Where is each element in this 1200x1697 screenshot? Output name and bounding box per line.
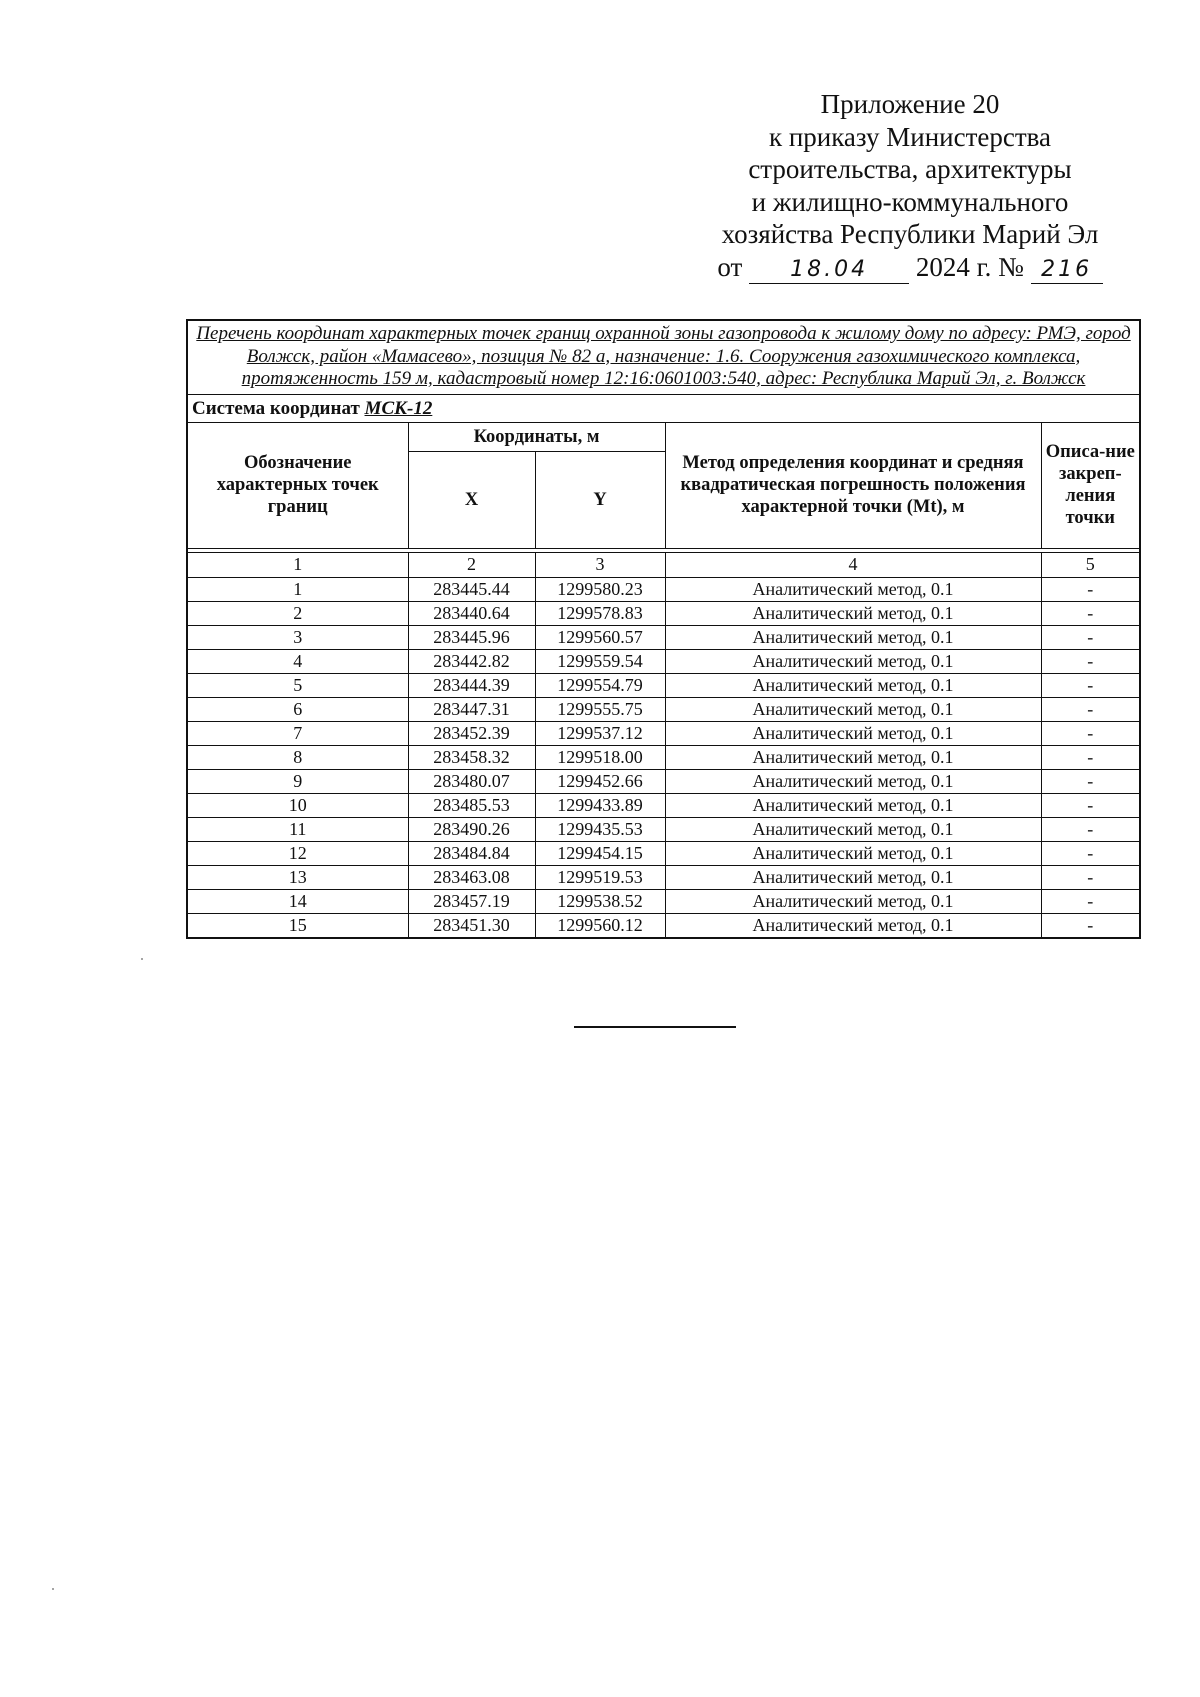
date-prefix: от: [717, 251, 743, 282]
cell-point: 10: [187, 793, 408, 817]
column-number: 2: [408, 552, 535, 577]
cell-method: Аналитический метод, 0.1: [665, 841, 1041, 865]
scan-speck: [52, 1588, 54, 1590]
cell-desc: -: [1041, 793, 1140, 817]
coordinate-system-value: МСК-12: [364, 397, 433, 419]
table-row: [187, 841, 1140, 865]
cell-desc: -: [1041, 913, 1140, 938]
cell-point: 4: [187, 649, 408, 673]
cell-y: 1299433.89: [535, 793, 665, 817]
cell-point: 5: [187, 673, 408, 697]
cell-point: 2: [187, 601, 408, 625]
cell-desc: -: [1041, 865, 1140, 889]
cell-y: 1299554.79: [535, 673, 665, 697]
cell-method: Аналитический метод, 0.1: [665, 577, 1041, 601]
header-line-2: к приказу Министерства: [768, 121, 1052, 152]
cell-y: 1299560.12: [535, 913, 665, 938]
table-row: [187, 817, 1140, 841]
column-number: 5: [1041, 552, 1140, 577]
cell-x: 283451.30: [408, 913, 535, 938]
cell-x: 283463.08: [408, 865, 535, 889]
cell-method: Аналитический метод, 0.1: [665, 625, 1041, 649]
coordinate-system-row: [187, 394, 1140, 422]
table-row: [187, 793, 1140, 817]
order-date-line: [690, 251, 1130, 284]
cell-point: 11: [187, 817, 408, 841]
cell-point: 14: [187, 889, 408, 913]
table-row: [187, 601, 1140, 625]
cell-y: 1299559.54: [535, 649, 665, 673]
cell-y: 1299538.52: [535, 889, 665, 913]
table-row: [187, 769, 1140, 793]
cell-desc: -: [1041, 673, 1140, 697]
cell-desc: -: [1041, 601, 1140, 625]
cell-x: 283480.07: [408, 769, 535, 793]
year-text: 2024 г. №: [915, 251, 1024, 282]
cell-x: 283484.84: [408, 841, 535, 865]
cell-x: 283485.53: [408, 793, 535, 817]
header-line-5: хозяйства Республики Марий Эл: [721, 219, 1099, 249]
scan-speck: [141, 958, 143, 960]
column-number-row: [187, 552, 1140, 577]
cell-method: Аналитический метод, 0.1: [665, 649, 1041, 673]
header-line-4: и жилищно-коммунального: [751, 186, 1069, 217]
cell-desc: -: [1041, 769, 1140, 793]
table-title: Перечень координат характерных точек границ охранной зоны газопровода к жилому дому по адресу: РМЭ, город Волжск, район «Мамасево», позиция № 82 а, назначение: 1.6. Сооружения газохимического комплекса, протяженность 159 м, кадастровый номер 12:16:0601003:540, адрес: Республика Марий Эл, г. Волжск: [187, 320, 1140, 394]
cell-desc: -: [1041, 721, 1140, 745]
header-x: X: [408, 451, 535, 548]
table-title-row: [187, 320, 1140, 394]
cell-y: 1299452.66: [535, 769, 665, 793]
cell-x: 283444.39: [408, 673, 535, 697]
coordinate-system-label: Система координат: [192, 397, 360, 419]
table-row: [187, 649, 1140, 673]
cell-point: 15: [187, 913, 408, 938]
cell-method: Аналитический метод, 0.1: [665, 769, 1041, 793]
coordinate-system: [187, 394, 1140, 422]
cell-method: Аналитический метод, 0.1: [665, 793, 1041, 817]
cell-desc: -: [1041, 817, 1140, 841]
end-of-document-rule: [574, 1026, 736, 1028]
cell-method: Аналитический метод, 0.1: [665, 697, 1041, 721]
cell-desc: -: [1041, 745, 1140, 769]
header-coordinates: Координаты, м: [408, 422, 665, 451]
cell-x: 283490.26: [408, 817, 535, 841]
cell-desc: -: [1041, 889, 1140, 913]
table-row: [187, 865, 1140, 889]
cell-point: 7: [187, 721, 408, 745]
cell-x: 283445.44: [408, 577, 535, 601]
cell-point: 9: [187, 769, 408, 793]
table-row: [187, 625, 1140, 649]
cell-x: 283442.82: [408, 649, 535, 673]
cell-method: Аналитический метод, 0.1: [665, 865, 1041, 889]
cell-y: 1299454.15: [535, 841, 665, 865]
cell-method: Аналитический метод, 0.1: [665, 817, 1041, 841]
cell-x: 283445.96: [408, 625, 535, 649]
cell-method: Аналитический метод, 0.1: [665, 601, 1041, 625]
cell-y: 1299537.12: [535, 721, 665, 745]
column-number: 4: [665, 552, 1041, 577]
column-number: 1: [187, 552, 408, 577]
cell-desc: -: [1041, 577, 1140, 601]
cell-y: 1299519.53: [535, 865, 665, 889]
cell-point: 1: [187, 577, 408, 601]
table-row: [187, 673, 1140, 697]
header-method: Метод определения координат и средняя квадратическая погрешность положения характерной точки (Mt), м: [665, 422, 1041, 548]
cell-point: 3: [187, 625, 408, 649]
cell-method: Аналитический метод, 0.1: [665, 913, 1041, 938]
table-row: [187, 577, 1140, 601]
column-number: 3: [535, 552, 665, 577]
cell-x: 283440.64: [408, 601, 535, 625]
cell-desc: -: [1041, 649, 1140, 673]
cell-method: Аналитический метод, 0.1: [665, 673, 1041, 697]
handwritten-order-number: 216: [1031, 257, 1103, 284]
cell-y: 1299560.57: [535, 625, 665, 649]
handwritten-date: 18.04: [749, 257, 909, 284]
header-line-3: строительства, архитектуры: [748, 154, 1072, 184]
cell-desc: -: [1041, 697, 1140, 721]
table-header-row: [187, 422, 1140, 451]
cell-method: Аналитический метод, 0.1: [665, 721, 1041, 745]
table-row: [187, 697, 1140, 721]
cell-method: Аналитический метод, 0.1: [665, 745, 1041, 769]
header-point-designation: Обозначение характерных точек границ: [187, 422, 408, 548]
table-row: [187, 889, 1140, 913]
appendix-title: Приложение 20: [820, 89, 1000, 119]
table-row: [187, 745, 1140, 769]
cell-method: Аналитический метод, 0.1: [665, 889, 1041, 913]
cell-y: 1299435.53: [535, 817, 665, 841]
document-header: [690, 88, 1130, 284]
cell-point: 13: [187, 865, 408, 889]
cell-x: 283452.39: [408, 721, 535, 745]
cell-desc: -: [1041, 625, 1140, 649]
cell-x: 283458.32: [408, 745, 535, 769]
cell-desc: -: [1041, 841, 1140, 865]
cell-y: 1299555.75: [535, 697, 665, 721]
cell-x: 283457.19: [408, 889, 535, 913]
table-row: [187, 913, 1140, 938]
cell-x: 283447.31: [408, 697, 535, 721]
cell-point: 8: [187, 745, 408, 769]
table-row: [187, 721, 1140, 745]
header-y: Y: [535, 451, 665, 548]
cell-y: 1299518.00: [535, 745, 665, 769]
cell-point: 12: [187, 841, 408, 865]
cell-y: 1299580.23: [535, 577, 665, 601]
cell-point: 6: [187, 697, 408, 721]
header-description: Описа-ние закреп-ления точки: [1041, 422, 1140, 548]
cell-y: 1299578.83: [535, 601, 665, 625]
coordinates-table: [186, 319, 1141, 939]
